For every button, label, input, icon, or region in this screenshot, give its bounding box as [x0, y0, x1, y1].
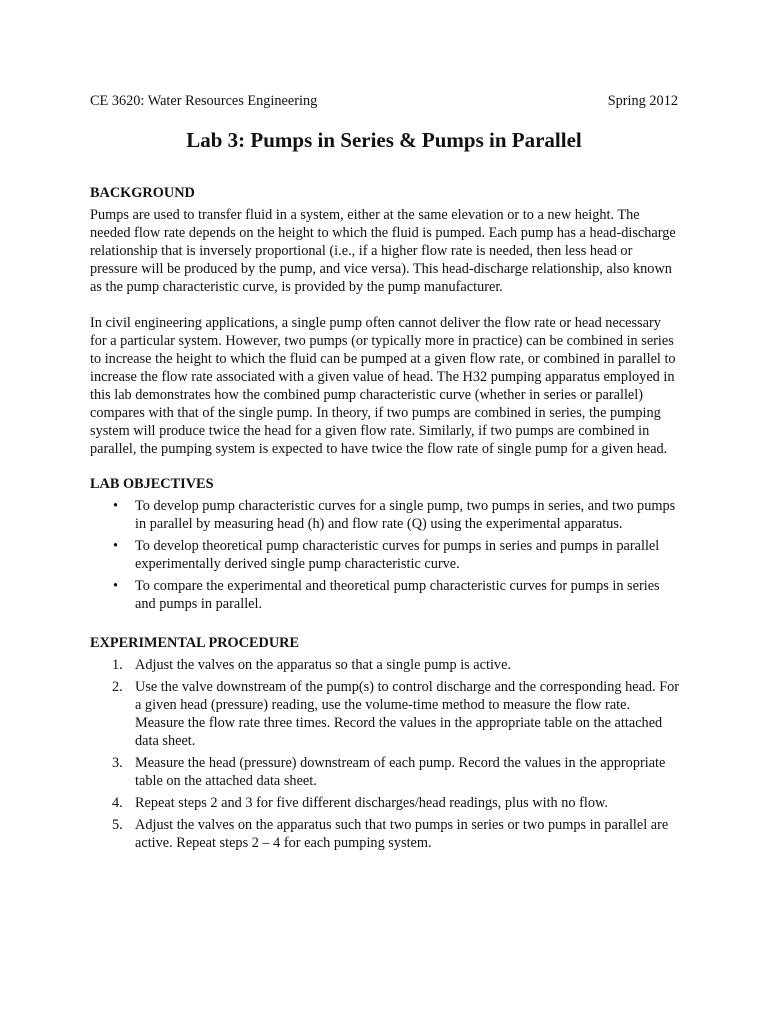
procedure-heading: EXPERIMENTAL PROCEDURE — [90, 635, 300, 651]
objective-text: To compare the experimental and theoretical pump characteristic curves for pumps in series and pumps in parallel. — [135, 578, 660, 612]
background-paragraph-2: In civil engineering applications, a single pump often cannot deliver the flow rate or head necessary for a particular system. However, two pumps (or typically more in practice) can be combined in series to increase the height to which the fluid can be pumped at a given flow rate, or combined in parallel to increase the flow rate associated with a given value of head. The H32 pumping apparatus employed in this lab demonstrates how the combined pump characteristic curve (whether in series or parallel) compares with that of the single pump. In theory, if two pumps are combined in series, the pumping system will produce twice the head for a given flow rate. Similarly, if two pumps are combined in parallel, the pumping system is expected to have twice the flow rate of single pump for a given head. — [90, 315, 676, 457]
course-name: CE 3620: Water Resources Engineering — [90, 93, 318, 109]
list-item — [90, 537, 680, 573]
step-text: Adjust the valves on the apparatus such that two pumps in series or two pumps in parallel are active. Repeat steps 2 – 4 for each pumping system. — [135, 817, 669, 851]
objective-text: To develop theoretical pump characteristic curves for pumps in series and pumps in parallel experimentally derived single pump characteristic curve. — [135, 538, 660, 572]
page-header — [90, 92, 678, 110]
list-item — [90, 656, 680, 674]
step-text: Use the valve downstream of the pump(s) to control discharge and the corresponding head. For a given head (pressure) reading, use the volume-time method to measure the flow rate. Measure the flow rate three times. Record the values in the appropriate table on the attached data sheet. — [135, 679, 680, 749]
list-item — [90, 754, 680, 790]
step-number: 5. — [112, 817, 123, 833]
list-item — [90, 577, 680, 613]
term: Spring 2012 — [607, 93, 678, 109]
objective-text: To develop pump characteristic curves for a single pump, two pumps in series, and two pumps in parallel by measuring head (h) and flow rate (Q) using the experimental apparatus. — [135, 498, 676, 532]
step-text: Measure the head (pressure) downstream of each pump. Record the values in the appropriate table on the attached data sheet. — [135, 755, 666, 789]
procedure-section — [90, 634, 680, 852]
list-item — [90, 678, 680, 750]
step-number: 4. — [112, 795, 123, 811]
document-body — [90, 184, 680, 856]
list-item — [90, 497, 680, 533]
document-title: Lab 3: Pumps in Series & Pumps in Parallel — [186, 128, 582, 152]
objectives-list — [90, 497, 680, 613]
bullet-icon: • — [113, 538, 119, 554]
background-section — [90, 184, 680, 458]
step-number: 3. — [112, 755, 123, 771]
bullet-icon: • — [113, 578, 119, 594]
objectives-section — [90, 475, 680, 613]
background-paragraph-1: Pumps are used to transfer fluid in a system, either at the same elevation or to a new height. The needed flow rate depends on the height to which the fluid is pumped. Each pump has a head-discharge relationship that is inversely proportional (i.e., if a higher flow rate is needed, then less head or pressure will be produced by the pump, and vice versa). This head-discharge relationship, also known as the pump characteristic curve, is provided by the pump manufacturer. — [90, 207, 676, 295]
list-item — [90, 794, 680, 812]
step-number: 1. — [112, 657, 123, 673]
bullet-icon: • — [113, 498, 119, 514]
background-heading: BACKGROUND — [90, 185, 195, 201]
objectives-heading: LAB OBJECTIVES — [90, 476, 214, 492]
step-text: Repeat steps 2 and 3 for five different discharges/head readings, plus with no flow. — [135, 795, 608, 811]
step-text: Adjust the valves on the apparatus so that a single pump is active. — [135, 657, 512, 673]
step-number: 2. — [112, 679, 123, 695]
list-item — [90, 816, 680, 852]
procedure-list — [90, 656, 680, 852]
